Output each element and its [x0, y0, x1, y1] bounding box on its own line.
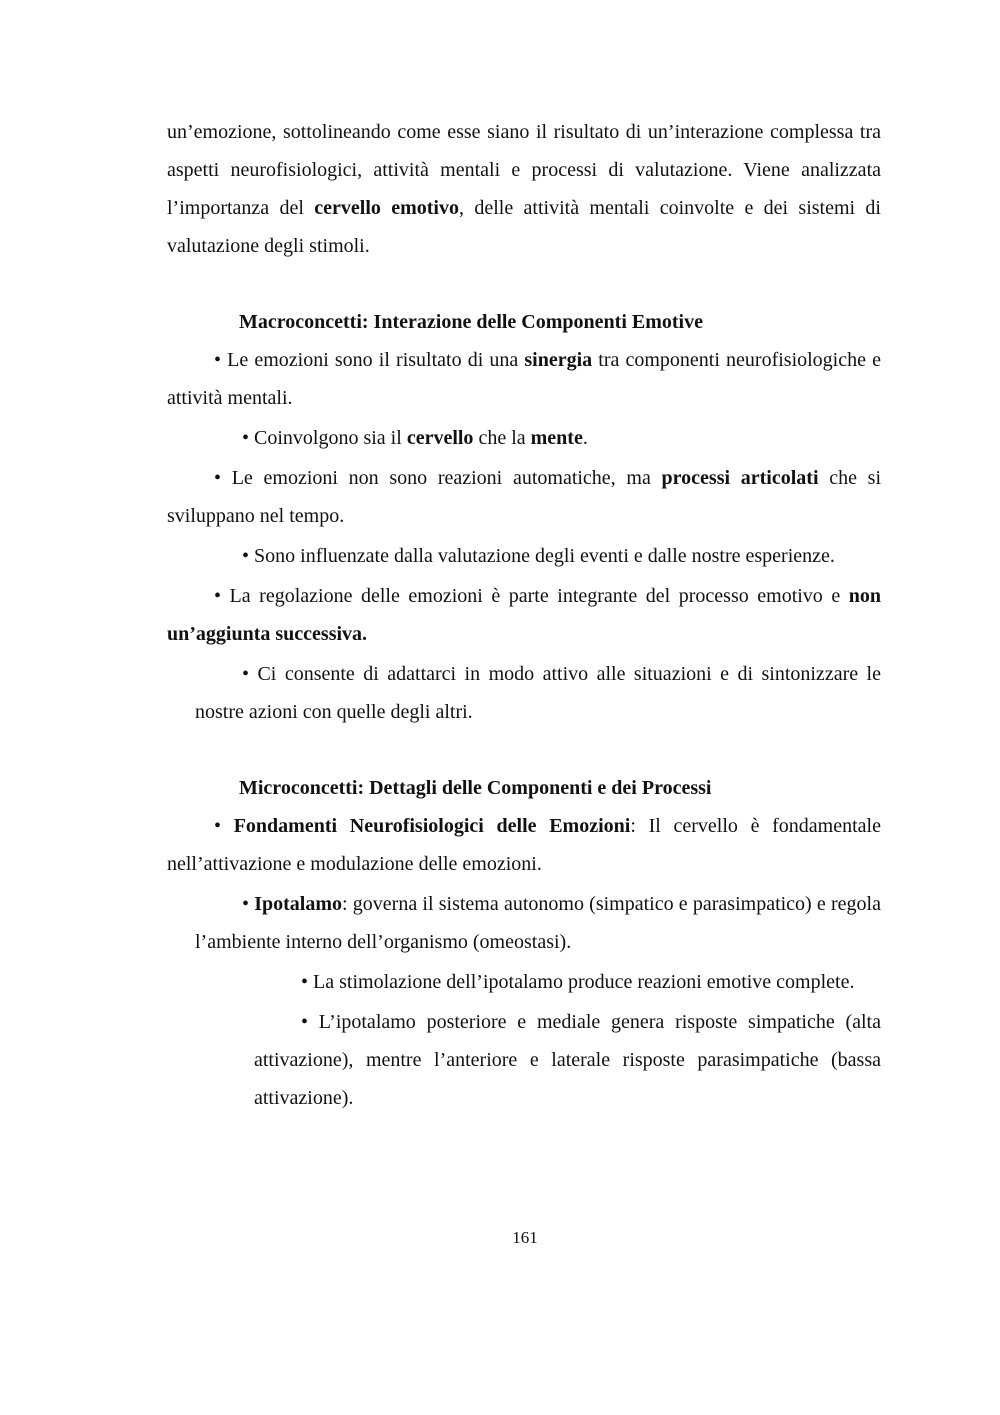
bullet-text: tra componenti neurofisiologiche e attività mentali.	[167, 349, 881, 409]
macro-bullet-6	[195, 655, 881, 731]
intro-text: un’emozione, sottolineando come esse siano il risultato di un’interazione complessa tra aspetti neurofisiologici, attività mentali e processi di valutazione. Viene analizzata l’importanza del	[167, 121, 881, 219]
bullet-text: che si sviluppano nel tempo.	[167, 467, 882, 527]
intro-bold-term: cervello emotivo	[314, 197, 459, 219]
macro-bullet-4	[195, 537, 881, 575]
bold-term: Ipotalamo	[254, 893, 343, 915]
micro-bullet-3	[254, 963, 881, 1001]
bullet-icon: •	[301, 971, 309, 993]
bold-term: non un’aggiunta successiva.	[167, 585, 881, 645]
macro-bullet-2	[195, 419, 881, 457]
bullet-icon: •	[242, 545, 250, 567]
micro-heading: Microconcetti: Dettagli delle Componenti e dei Processi	[239, 777, 712, 799]
page-number: 161	[512, 1228, 538, 1247]
bullet-icon: •	[214, 467, 222, 489]
micro-bullet-4	[254, 1003, 881, 1117]
intro-text-end: , delle attività mentali coinvolte e dei sistemi di valutazione degli stimoli.	[167, 197, 881, 257]
bullet-text: Sono influenzate dalla valutazione degli eventi e dalle nostre esperienze.	[249, 545, 835, 567]
bullet-text: Le emozioni non sono reazioni automatiche, ma	[221, 467, 662, 489]
bullet-icon: •	[242, 663, 250, 685]
bold-term: sinergia	[524, 349, 593, 371]
bullet-text: che la	[473, 427, 531, 449]
bullet-icon: •	[214, 815, 222, 837]
micro-bullet-1	[167, 807, 881, 883]
bullet-text: Coinvolgono sia il	[249, 427, 407, 449]
bullet-icon: •	[214, 585, 222, 607]
bold-term: cervello	[406, 427, 474, 449]
bullet-icon: •	[214, 349, 222, 371]
bullet-text: La stimolazione dell’ipotalamo produce reazioni emotive complete.	[308, 971, 855, 993]
bold-term: mente	[530, 427, 583, 449]
intro-paragraph	[167, 113, 881, 265]
bullet-text: L’ipotalamo posteriore e mediale genera risposte simpatiche (alta attivazione), mentre l’anteriore e laterale risposte parasimpatiche (bassa attivazione).	[254, 1011, 881, 1109]
bullet-text: La regolazione delle emozioni è parte integrante del processo emotivo e	[221, 585, 849, 607]
bullet-icon: •	[242, 893, 250, 915]
macro-bullet-5	[167, 577, 881, 653]
bullet-text: Ci consente di adattarci in modo attivo alle situazioni e di sintonizzare le nostre azioni con quelle degli altri.	[195, 663, 881, 723]
bullet-text: : Il cervello è fondamentale nell’attivazione e modulazione delle emozioni.	[167, 815, 881, 875]
bullet-icon: •	[242, 427, 250, 449]
bullet-text: Le emozioni sono il risultato di una	[221, 349, 525, 371]
micro-bullet-2	[195, 885, 881, 961]
macro-bullet-1	[167, 341, 881, 417]
bold-term: Fondamenti Neurofisiologici delle Emozioni	[233, 815, 631, 837]
bullet-text: .	[582, 427, 588, 449]
bullet-icon: •	[301, 1011, 309, 1033]
macro-heading: Macroconcetti: Interazione delle Componenti Emotive	[239, 311, 703, 333]
macro-bullet-3	[167, 459, 881, 535]
document-body	[167, 113, 881, 1117]
bullet-text: : governa il sistema autonomo (simpatico e parasimpatico) e regola l’ambiente interno dell’organismo (omeostasi).	[195, 893, 881, 953]
bold-term: processi articolati	[661, 467, 819, 489]
